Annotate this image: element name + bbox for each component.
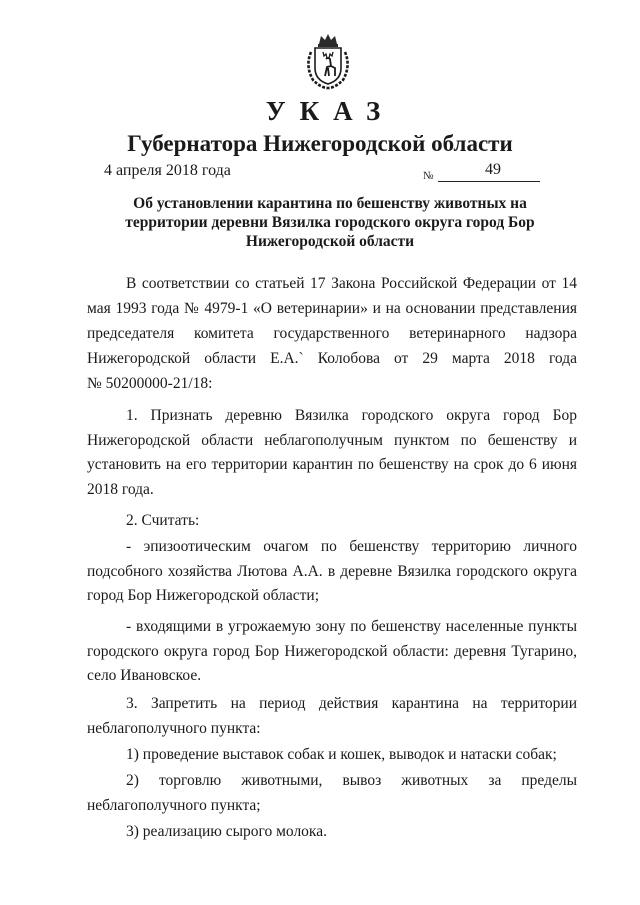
- number-sign: №: [423, 170, 434, 182]
- paragraph-item-1: 1. Признать деревню Вязилка городского округа город Бор Нижегородской области неблагополучным пунктом по бешенству и установить на его территории карантин по бешенству на срок до 6 июня 2018 года.: [87, 407, 577, 498]
- document-date: 4 апреля 2018 года: [104, 162, 231, 179]
- document-subject: Об установлении карантина по бешенству животных на территории деревни Вязилка городского округа город Бор Нижегородской области: [125, 195, 535, 250]
- coat-of-arms-emblem: [297, 30, 359, 92]
- paragraph-item-3-1: 1) проведение выставок собак и кошек, выводок и натаски собак;: [126, 746, 557, 763]
- document-type-title: УКАЗ: [265, 96, 395, 126]
- issuer-title: Губернатора Нижегородской области: [127, 131, 513, 156]
- preamble-line-4: Нижегородской области Е.А.` Колобова от 29 марта 2018 года: [87, 350, 577, 367]
- paragraph-item-3: 3. Запретить на период действия карантина на территории неблагополучного пункта:: [87, 695, 577, 737]
- paragraph-item-2a: - эпизоотическим очагом по бешенству территорию личного подсобного хозяйства Лютова А.А. в деревне Вязилка городского округа город Бор Нижегородской области;: [87, 538, 577, 604]
- document-number: 49: [485, 161, 501, 178]
- paragraph-item-2b: - входящими в угрожаемую зону по бешенству населенные пункты городского округа город Бор Нижегородской области: деревня Тугарино, село Ивановское.: [87, 618, 577, 684]
- paragraph-item-3-2: 2) торговлю животными, вывоз животных за пределы неблагополучного пункта;: [87, 772, 577, 814]
- number-underline: [438, 181, 540, 182]
- paragraph-item-3-3: 3) реализацию сырого молока.: [126, 823, 327, 840]
- preamble-line-5: № 50200000-21/18:: [87, 375, 213, 392]
- paragraph-item-2: 2. Считать:: [126, 512, 200, 529]
- preamble-line-3: председателя комитета государственного ветеринарного надзора: [87, 325, 577, 342]
- preamble-line-2: мая 1993 года № 4979-1 «О ветеринарии» и на основании представления: [87, 300, 577, 317]
- preamble-line-1: В соответствии со статьей 17 Закона Российской Федерации от 14: [126, 275, 577, 292]
